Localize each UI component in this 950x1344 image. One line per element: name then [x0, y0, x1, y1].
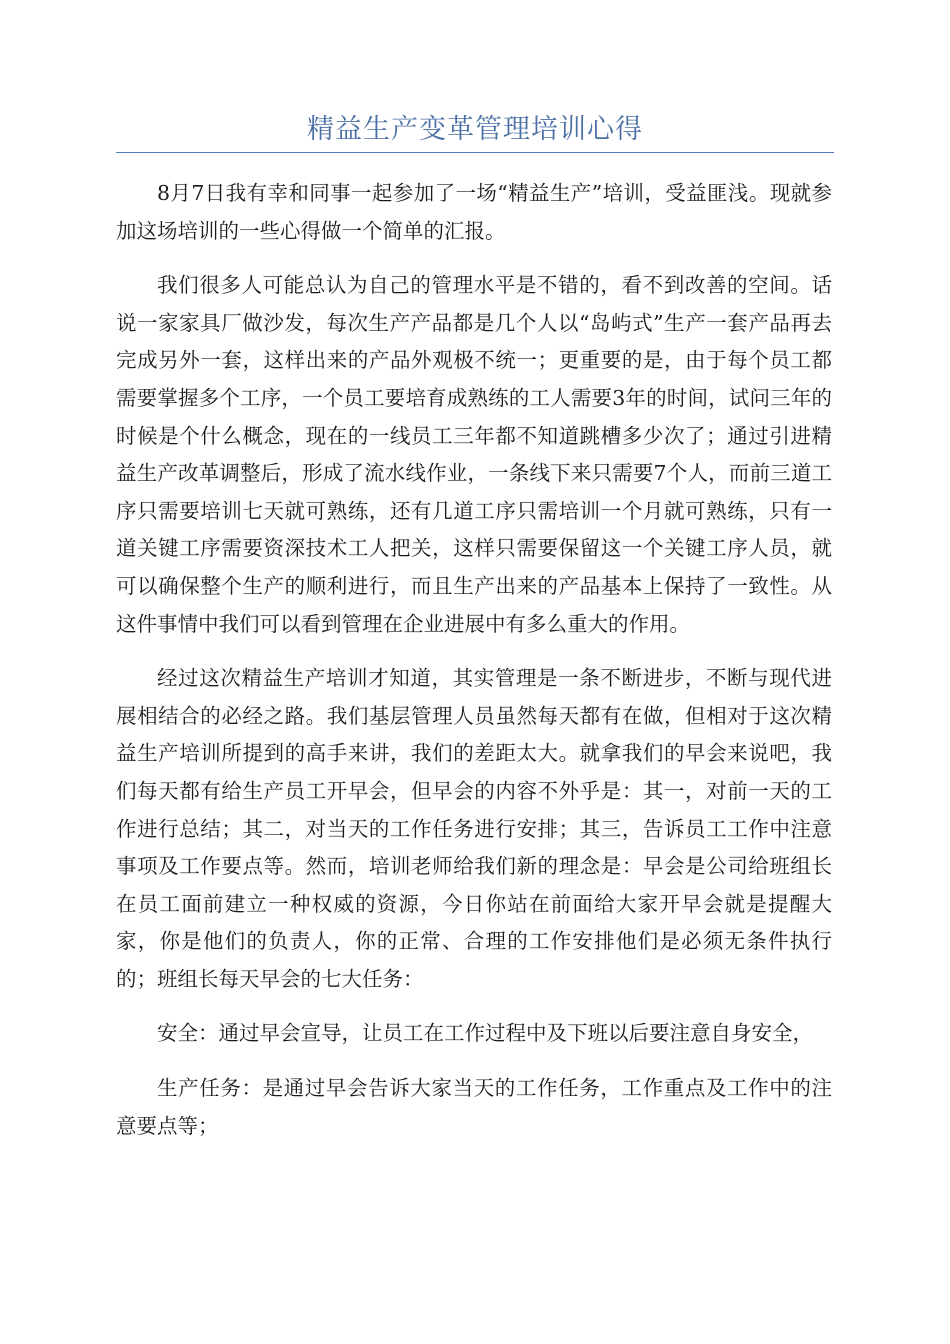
paragraph-furniture-example: 我们很多人可能总认为自己的管理水平是不错的，看不到改善的空间。话说一家家具厂做沙发，每次生产产品都是几个人以“岛屿式”生产一套产品再去完成另外一套，这样出来的产品外观极不统一；更重要的是，由于每个员工都需要掌握多个工序，一个员工要培育成熟练的工人需要3年的时间，试问三年的时候是个什么概念，现在的一线员工三年都不知道跳槽多少次了；通过引进精益生产改革调整后，形成了流水线作业，一条线下来只需要7个人，而前三道工序只需要培训七天就可熟练，还有几道工序只需培训一个月就可熟练，只有一道关键工序需要资深技术工人把关，这样只需要保留这一个关键工序人员，就可以确保整个生产的顺利进行，而且生产出来的产品基本上保持了一致性。从这件事情中我们可以看到管理在企业进展中有多么重大的作用。	[116, 273, 832, 636]
paragraph-safety: 安全：通过早会宣导，让员工在工作过程中及下班以后要注意自身安全，	[157, 1021, 813, 1046]
document-title: 精益生产变革管理培训心得	[307, 114, 643, 145]
title-block	[116, 110, 834, 153]
title-underline	[116, 152, 834, 153]
paragraph-production-task: 生产任务：是通过早会告诉大家当天的工作任务，工作重点及工作中的注意要点等；	[116, 1076, 832, 1138]
paragraph-morning-meeting: 经过这次精益生产培训才知道，其实管理是一条不断进步，不断与现代进展相结合的必经之路。我们基层管理人员虽然每天都有在做，但相对于这次精益生产培训所提到的高手来讲，我们的差距太大。就拿我们的早会来说吧，我们每天都有给生产员工开早会，但早会的内容不外乎是：其一，对前一天的工作进行总结；其二，对当天的工作任务进行安排；其三，告诉员工工作中注意事项及工作要点等。然而，培训老师给我们新的理念是：早会是公司给班组长在员工面前建立一种权威的资源，今日你站在前面给大家开早会就是提醒大家，你是他们的负责人，你的正常、合理的工作安排他们是必须无条件执行的；班组长每天早会的七大任务：	[116, 666, 832, 991]
paragraph-intro: 8月7日我有幸和同事一起参加了一场“精益生产”培训，受益匪浅。现就参加这场培训的一些心得做一个简单的汇报。	[116, 181, 832, 243]
document-body	[116, 175, 832, 1162]
